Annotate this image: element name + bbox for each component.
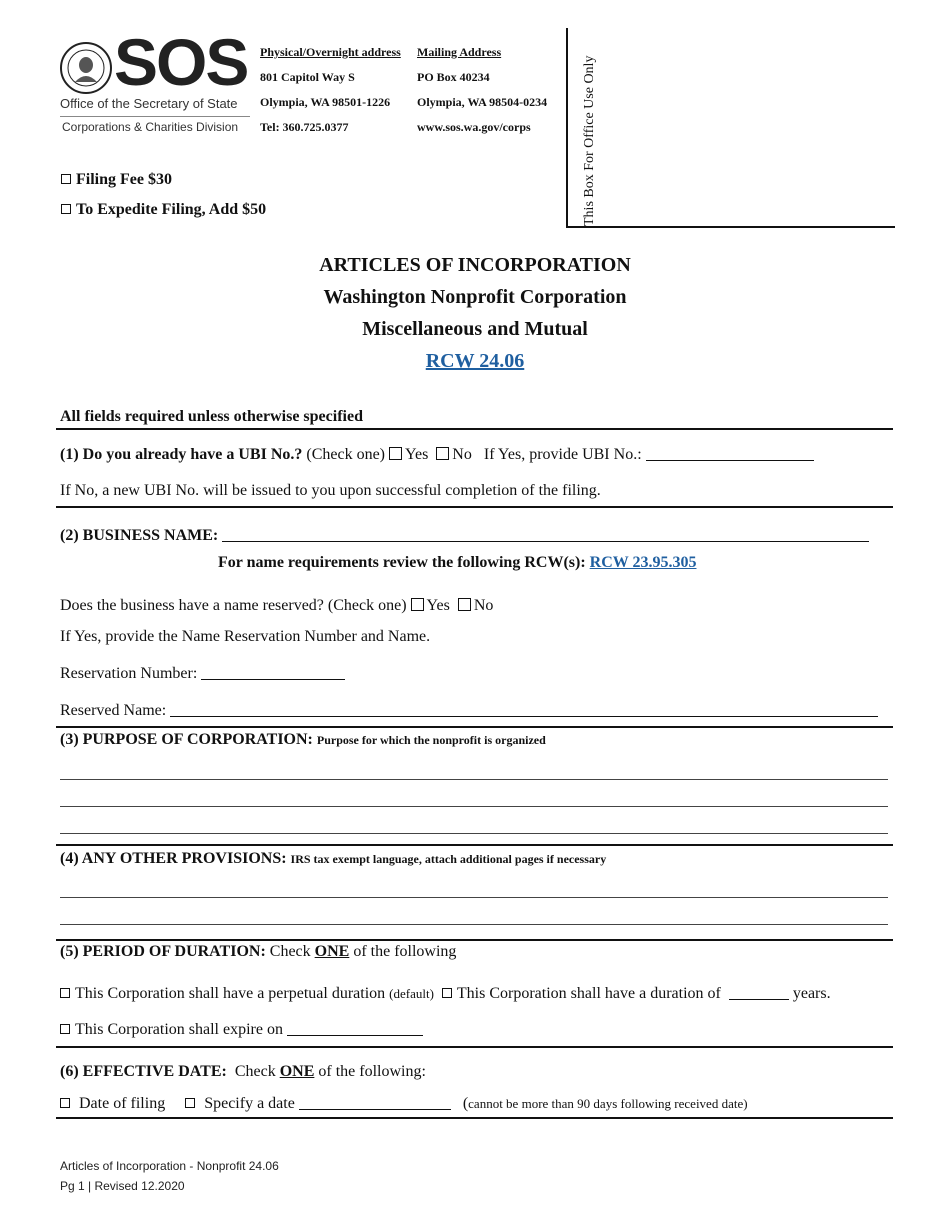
- expire-label: This Corporation shall expire on: [75, 1021, 283, 1038]
- ubi-no-checkbox[interactable]: [436, 447, 449, 460]
- form-subtitle: Washington Nonprofit Corporation: [323, 286, 627, 308]
- specify-date-field[interactable]: [299, 1109, 451, 1110]
- duration-years-unit: years.: [792, 985, 831, 1002]
- ubi-prompt: If Yes, provide UBI No.:: [483, 446, 642, 463]
- limit-note: cannot be more than 90 days following received date): [468, 1096, 748, 1111]
- footer-form-name: Articles of Incorporation - Nonprofit 24.06: [60, 1159, 279, 1173]
- office-use-box-bottom-border: [566, 226, 895, 228]
- office-name: Office of the Secretary of State: [60, 96, 238, 111]
- specify-date-checkbox[interactable]: [185, 1098, 195, 1108]
- mailing-line1: PO Box 40234: [417, 70, 490, 84]
- ubi-yes-checkbox[interactable]: [389, 447, 402, 460]
- reserved-yes-label: Yes: [426, 597, 450, 614]
- section6-one: ONE: [279, 1063, 315, 1080]
- section6-label: (6) EFFECTIVE DATE:: [60, 1063, 227, 1080]
- office-use-label: This Box For Office Use Only: [582, 55, 597, 226]
- expedite-checkbox[interactable]: [61, 204, 71, 214]
- expedite-row[interactable]: [61, 201, 266, 219]
- section1-label: (1) Do you already have a UBI No.?: [60, 446, 303, 463]
- section4-heading: [60, 850, 606, 868]
- expire-checkbox[interactable]: [60, 1024, 70, 1034]
- purpose-line-3[interactable]: [60, 833, 888, 834]
- mailing-line2: Olympia, WA 98504-0234: [417, 95, 548, 109]
- reserved-yes-checkbox[interactable]: [411, 598, 424, 611]
- provisions-line-1[interactable]: [60, 897, 888, 898]
- divider: [56, 506, 893, 508]
- filing-fee-row[interactable]: [61, 171, 172, 189]
- physical-heading: Physical/Overnight address: [260, 45, 401, 59]
- physical-phone: Tel: 360.725.0377: [260, 120, 349, 134]
- form-subtitle-2: Miscellaneous and Mutual: [362, 318, 588, 340]
- duration-years-checkbox[interactable]: [442, 988, 452, 998]
- name-requirement-text: For name requirements review the following RCW(s):: [218, 554, 586, 571]
- reserved-name-field[interactable]: [170, 716, 878, 717]
- section5-check: Check: [269, 943, 311, 960]
- sos-logo: [60, 25, 252, 136]
- reserved-question-row: [60, 597, 493, 615]
- reserved-name-label: Reserved Name:: [60, 702, 167, 719]
- division-name: Corporations & Charities Division: [62, 120, 239, 134]
- purpose-line-1[interactable]: [60, 779, 888, 780]
- divider: [56, 1117, 893, 1119]
- perpetual-checkbox[interactable]: [60, 988, 70, 998]
- state-seal-icon: [60, 42, 112, 94]
- expedite-label: To Expedite Filing, Add $50: [76, 201, 267, 218]
- divider: [56, 428, 893, 430]
- physical-address: [260, 46, 401, 146]
- section1-note: If No, a new UBI No. will be issued to you upon successful completion of the filing.: [60, 482, 601, 499]
- section1-check-one: (Check one): [306, 446, 386, 463]
- duration-years-field[interactable]: [729, 999, 789, 1000]
- reserved-no-label: No: [473, 597, 494, 614]
- logo-letters: SOS: [114, 25, 248, 99]
- office-use-box-left-border: [566, 28, 568, 226]
- section6-of-following: of the following:: [318, 1063, 426, 1080]
- date-of-filing-checkbox[interactable]: [60, 1098, 70, 1108]
- reserved-question: Does the business have a name reserved? (Check one): [60, 597, 407, 614]
- duration-row-1: [60, 985, 831, 1003]
- provisions-line-2[interactable]: [60, 924, 888, 925]
- section6-heading: [60, 1063, 426, 1081]
- ubi-number-field[interactable]: [646, 460, 814, 461]
- section3-label: (3) PURPOSE OF CORPORATION:: [60, 731, 313, 748]
- purpose-line-2[interactable]: [60, 806, 888, 807]
- ubi-no-label: No: [452, 446, 472, 463]
- reserved-name-row: [60, 702, 878, 720]
- section5-one: ONE: [314, 943, 350, 960]
- mailing-address: [417, 46, 547, 146]
- filing-fee-checkbox[interactable]: [61, 174, 71, 184]
- section1-row: [60, 446, 814, 464]
- rcw-link-row: [0, 350, 950, 373]
- divider: [56, 844, 893, 846]
- expire-date-field[interactable]: [287, 1035, 423, 1036]
- business-name-field[interactable]: [222, 541, 869, 542]
- date-of-filing-label: Date of filing: [79, 1095, 166, 1112]
- reservation-number-label: Reservation Number:: [60, 665, 198, 682]
- specify-date-label: Specify a date: [204, 1095, 295, 1112]
- section5-of-following: of the following: [353, 943, 457, 960]
- section2-label: (2) BUSINESS NAME:: [60, 527, 219, 544]
- required-note: All fields required unless otherwise specified: [60, 408, 363, 425]
- footer-page-info: Pg 1 | Revised 12.2020: [60, 1179, 185, 1193]
- name-requirement-link[interactable]: RCW 23.95.305: [589, 554, 697, 571]
- physical-line2: Olympia, WA 98501-1226: [260, 95, 391, 109]
- name-requirement-row: [218, 554, 696, 572]
- section6-check: Check: [234, 1063, 276, 1080]
- duration-row-2: [60, 1021, 423, 1039]
- perpetual-default: (default): [389, 986, 434, 1001]
- section4-label: (4) ANY OTHER PROVISIONS:: [60, 850, 287, 867]
- mailing-website: www.sos.wa.gov/corps: [417, 120, 531, 134]
- limit-paren: (: [462, 1095, 469, 1112]
- rcw-link[interactable]: RCW 24.06: [425, 350, 525, 372]
- perpetual-label: This Corporation shall have a perpetual duration: [75, 985, 386, 1002]
- divider: [56, 726, 893, 728]
- ubi-yes-label: Yes: [405, 446, 429, 463]
- reservation-number-field[interactable]: [201, 679, 345, 680]
- effective-date-row: [60, 1095, 748, 1113]
- physical-line1: 801 Capitol Way S: [260, 70, 355, 84]
- reserved-no-checkbox[interactable]: [458, 598, 471, 611]
- section3-heading: [60, 731, 546, 749]
- section2-row: [60, 527, 869, 545]
- reservation-number-row: [60, 665, 345, 683]
- section5-label: (5) PERIOD OF DURATION:: [60, 943, 266, 960]
- divider: [56, 939, 893, 941]
- duration-years-label: This Corporation shall have a duration of: [456, 985, 721, 1002]
- section3-sub: Purpose for which the nonprofit is organized: [316, 733, 546, 747]
- filing-fee-label: Filing Fee $30: [76, 171, 172, 188]
- divider: [56, 1046, 893, 1048]
- section5-heading: [60, 943, 456, 961]
- section4-sub: IRS tax exempt language, attach additional pages if necessary: [290, 852, 607, 866]
- mailing-heading: Mailing Address: [417, 45, 502, 59]
- logo-divider: [60, 116, 250, 117]
- reserved-instruction: If Yes, provide the Name Reservation Number and Name.: [60, 628, 431, 645]
- form-title: ARTICLES OF INCORPORATION: [319, 254, 631, 276]
